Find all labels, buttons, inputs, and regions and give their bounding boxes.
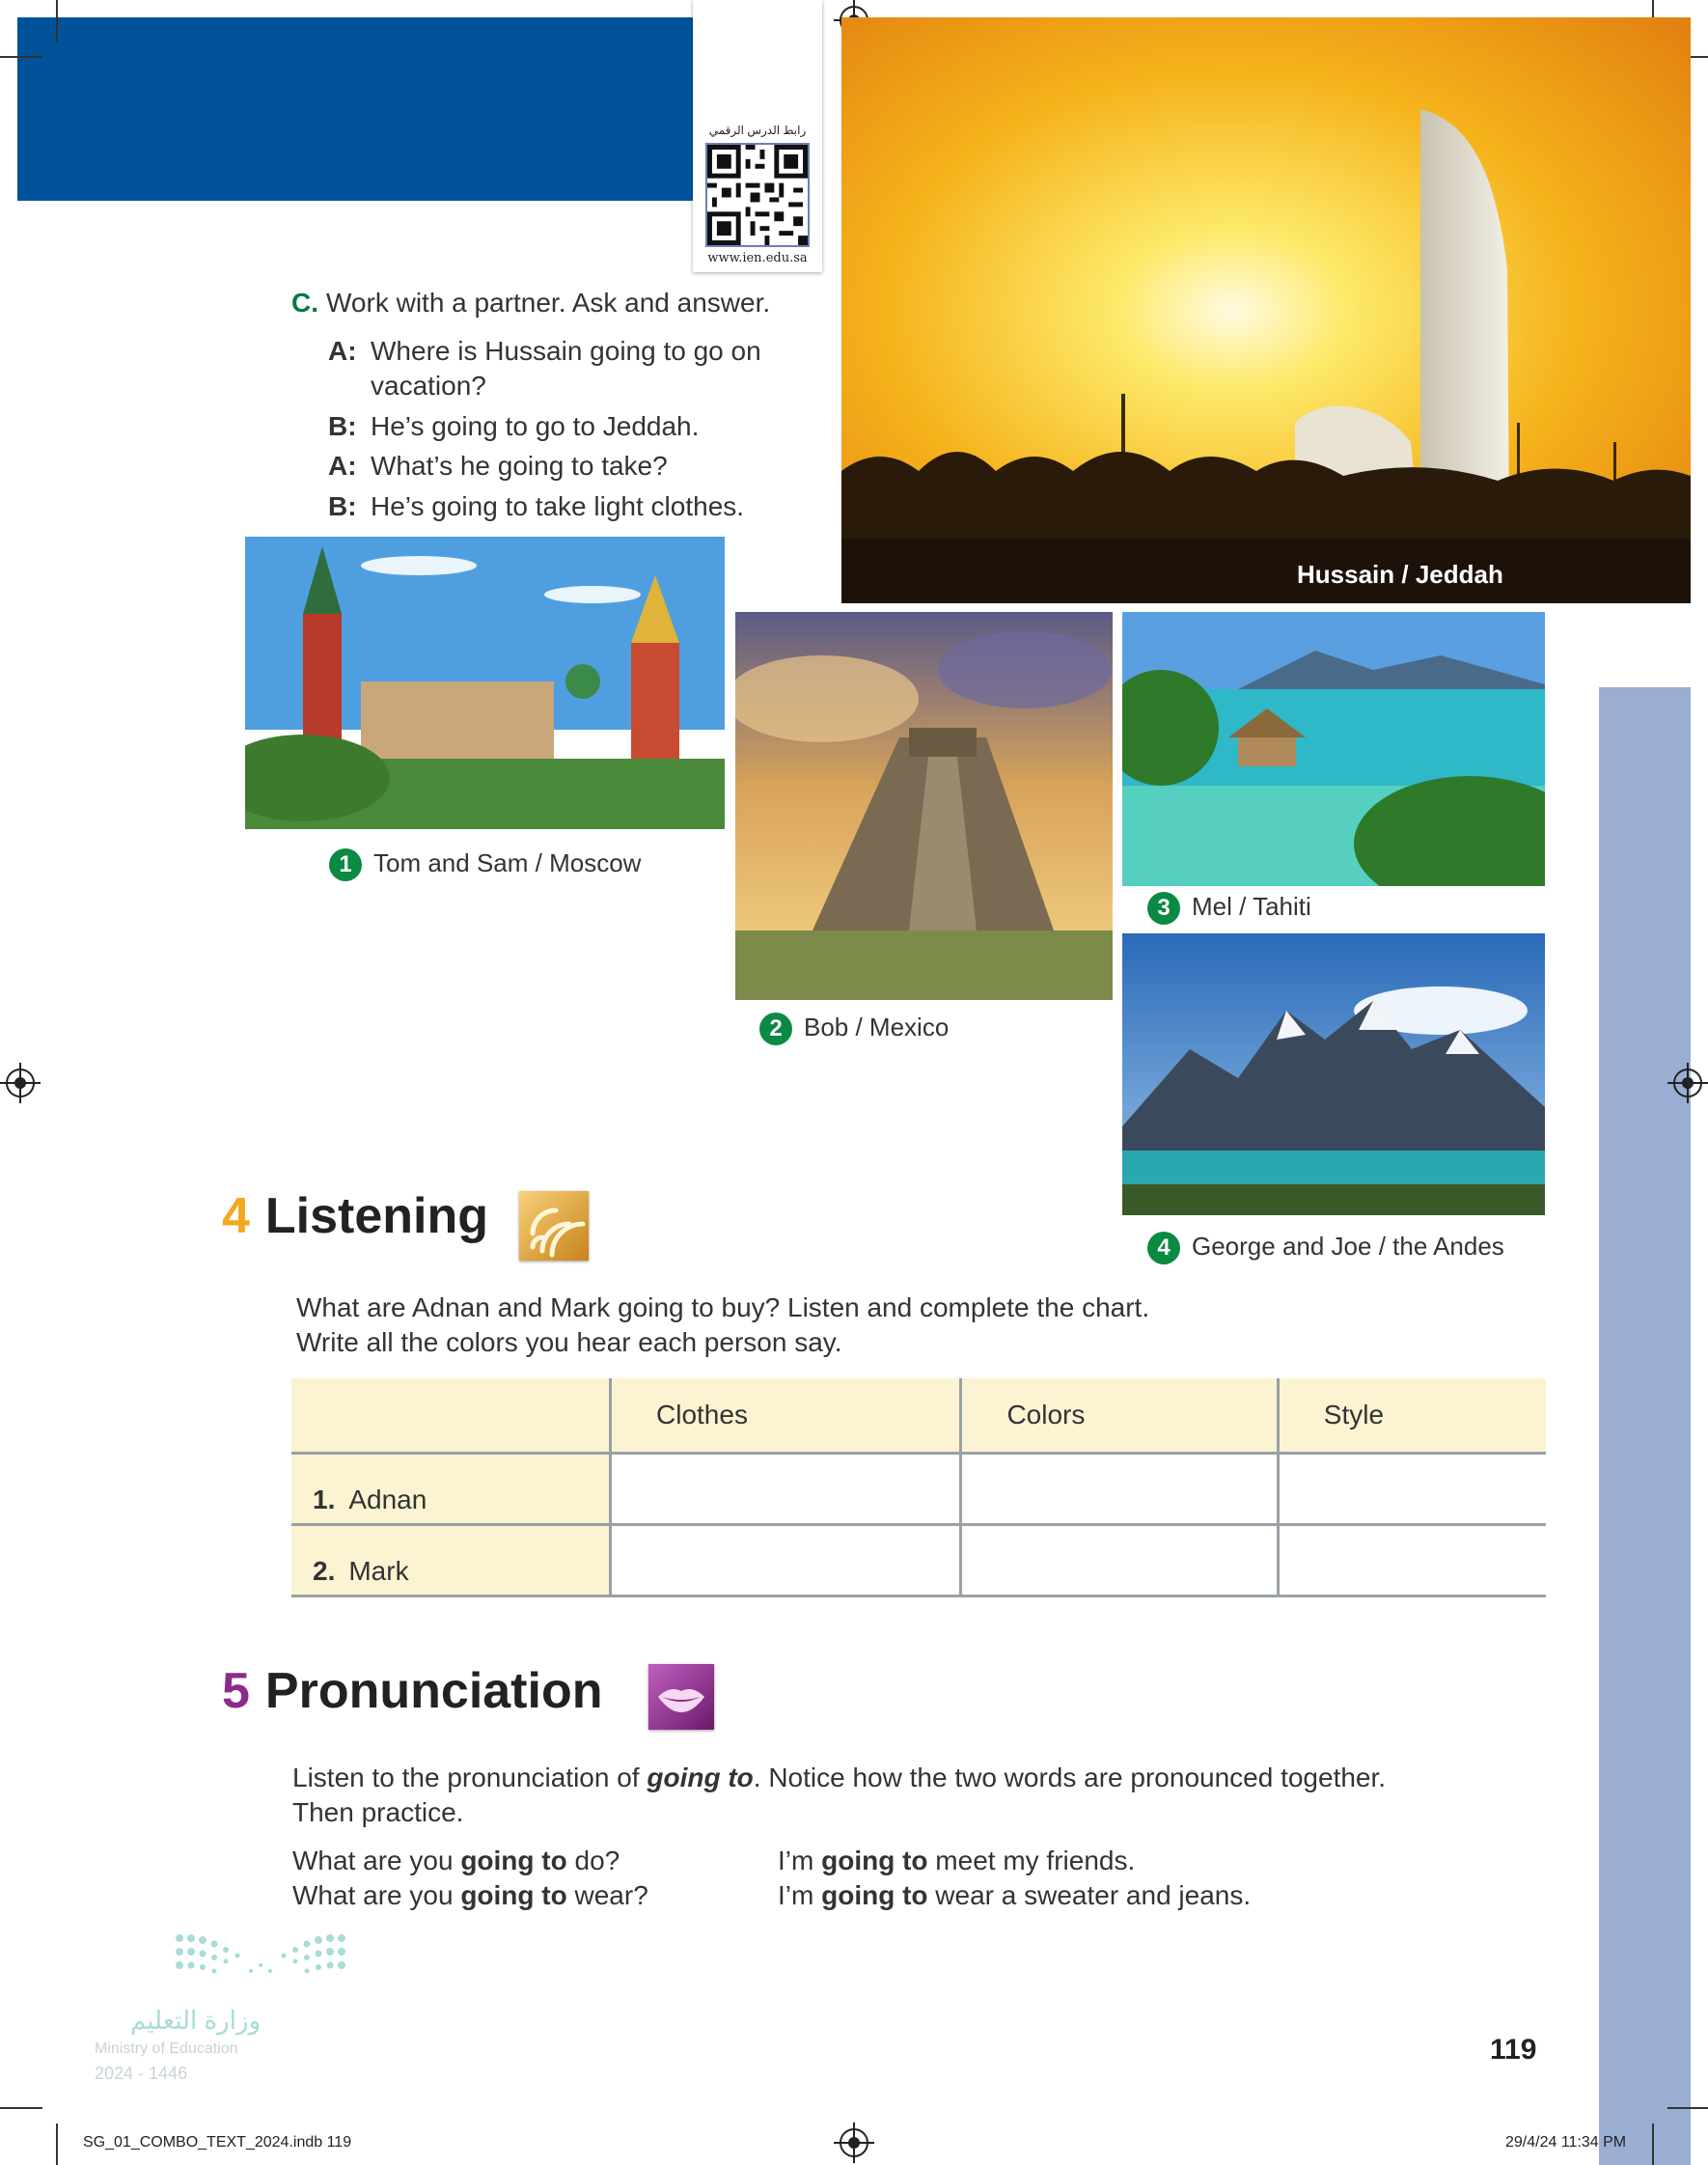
audio-icon[interactable]	[519, 1191, 589, 1261]
crop-mark	[0, 2107, 42, 2109]
ministry-logo	[95, 1930, 345, 2104]
example-sentence: What are you going to wear?	[292, 1880, 648, 1910]
example-sentence: I’m going to wear a sweater and jeans.	[778, 1880, 1252, 1910]
dialogue-speaker: B:	[328, 411, 357, 441]
caption-text: Mel / Tahiti	[1192, 892, 1311, 921]
footer-file: SG_01_COMBO_TEXT_2024.indb 119	[83, 2134, 352, 2151]
dialogue-line	[328, 334, 761, 403]
row-label	[291, 1454, 611, 1525]
number-badge: 4	[1147, 1232, 1180, 1264]
dialogue-speaker: B:	[328, 491, 357, 521]
lips-icon[interactable]	[648, 1664, 714, 1730]
chart-header-row	[291, 1378, 1546, 1454]
chart-header-style: Style	[1278, 1378, 1546, 1454]
chart-header-clothes: Clothes	[611, 1378, 961, 1454]
task-c-instruction	[291, 288, 770, 319]
instruction-line: What are Adnan and Mark going to buy? Listen and complete the chart.	[296, 1292, 1150, 1322]
section-number: 5	[222, 1663, 250, 1719]
photo-andes	[1122, 933, 1545, 1215]
row-name: Adnan	[348, 1485, 427, 1514]
pronunciation-examples-left	[292, 1844, 648, 1913]
number-badge: 1	[329, 848, 362, 881]
dialogue-speaker: A:	[328, 336, 357, 366]
qr-code-icon[interactable]	[705, 143, 810, 247]
crop-mark	[56, 2123, 58, 2165]
dialogue-line	[328, 489, 744, 524]
instruction-line	[292, 1761, 1386, 1795]
pronunciation-heading	[222, 1662, 602, 1720]
crop-mark	[56, 0, 58, 42]
answer-cell[interactable]	[1278, 1454, 1546, 1525]
task-c-text: Work with a partner. Ask and answer.	[326, 288, 771, 318]
instruction-emphasis: going to	[647, 1763, 754, 1792]
caption-text: Bob / Mexico	[804, 1013, 950, 1041]
crop-mark	[0, 56, 42, 58]
answer-cell[interactable]	[611, 1454, 961, 1525]
section-number: 4	[222, 1188, 250, 1244]
table-row	[291, 1454, 1546, 1525]
photo-jeddah-caption: Hussain / Jeddah	[1297, 560, 1503, 589]
photo-tahiti	[1122, 612, 1545, 886]
section-title: Pronunciation	[264, 1663, 603, 1719]
caption-1	[329, 848, 641, 881]
instruction-line: Write all the colors you hear each person say.	[296, 1327, 842, 1357]
qr-url[interactable]: www.ien.edu.sa	[707, 251, 808, 265]
photo-mexico	[735, 612, 1113, 1000]
pronunciation-examples-right	[778, 1844, 1251, 1913]
dialogue-text: He’s going to go to Jeddah.	[371, 411, 700, 441]
photo-moscow	[245, 537, 725, 829]
ministry-english: Ministry of Education	[95, 2040, 238, 2057]
dialogue-speaker: A:	[328, 451, 357, 481]
listening-chart	[291, 1378, 1546, 1597]
registration-mark-icon	[6, 1069, 35, 1097]
dialogue-text: What’s he going to take?	[371, 451, 668, 481]
pronunciation-instructions	[292, 1761, 1386, 1830]
listening-instructions	[296, 1291, 1149, 1360]
chart-header-colors: Colors	[961, 1378, 1278, 1454]
example-sentence: I’m going to meet my friends.	[778, 1846, 1136, 1875]
crop-mark	[1652, 2123, 1654, 2165]
registration-mark-icon	[1673, 1069, 1702, 1097]
answer-cell[interactable]	[961, 1454, 1278, 1525]
page-number: 119	[1490, 2034, 1537, 2066]
dialogue-line	[328, 409, 699, 444]
instruction-line: Then practice.	[292, 1797, 464, 1827]
number-badge: 2	[759, 1013, 792, 1045]
listening-heading	[222, 1187, 488, 1245]
photo-jeddah	[841, 17, 1691, 603]
dialogue-text: He’s going to take light clothes.	[371, 491, 745, 521]
number-badge: 3	[1147, 892, 1180, 925]
example-sentence: What are you going to do?	[292, 1846, 620, 1875]
row-number: 2.	[313, 1556, 336, 1586]
dialogue-text: vacation?	[371, 371, 486, 401]
qr-title: رابط الدرس الرقمي	[708, 124, 807, 137]
dialogue-text: Where is Hussain going to go on	[371, 336, 761, 366]
side-color-band	[1599, 687, 1691, 2165]
answer-cell[interactable]	[961, 1525, 1278, 1596]
registration-mark-icon	[840, 2128, 868, 2157]
header-blue-band	[17, 17, 693, 201]
caption-2	[759, 1013, 949, 1045]
qr-card[interactable]	[693, 0, 822, 272]
caption-3	[1147, 892, 1311, 925]
row-number: 1.	[313, 1485, 336, 1514]
section-title: Listening	[264, 1188, 489, 1244]
ministry-logo-icon	[174, 1930, 347, 1985]
answer-cell[interactable]	[611, 1525, 961, 1596]
row-name: Mark	[348, 1556, 409, 1586]
ministry-arabic: وزارة التعليم	[129, 2006, 261, 2035]
instruction-text: Listen to the pronunciation of	[292, 1763, 647, 1792]
answer-cell[interactable]	[1278, 1525, 1546, 1596]
instruction-text: . Notice how the two words are pronounced together.	[753, 1763, 1387, 1792]
table-row	[291, 1525, 1546, 1596]
caption-text: Tom and Sam / Moscow	[373, 848, 642, 877]
chart-header-cell	[291, 1378, 611, 1454]
caption-4	[1147, 1232, 1504, 1264]
dialogue-line	[328, 449, 668, 484]
task-c-label: C.	[291, 288, 318, 318]
footer-datetime: 29/4/24 11:34 PM	[1505, 2134, 1627, 2151]
crop-mark	[1667, 2107, 1708, 2109]
row-label	[291, 1525, 611, 1596]
caption-text: George and Joe / the Andes	[1192, 1232, 1504, 1261]
ministry-year: 2024 - 1446	[95, 2064, 188, 2083]
